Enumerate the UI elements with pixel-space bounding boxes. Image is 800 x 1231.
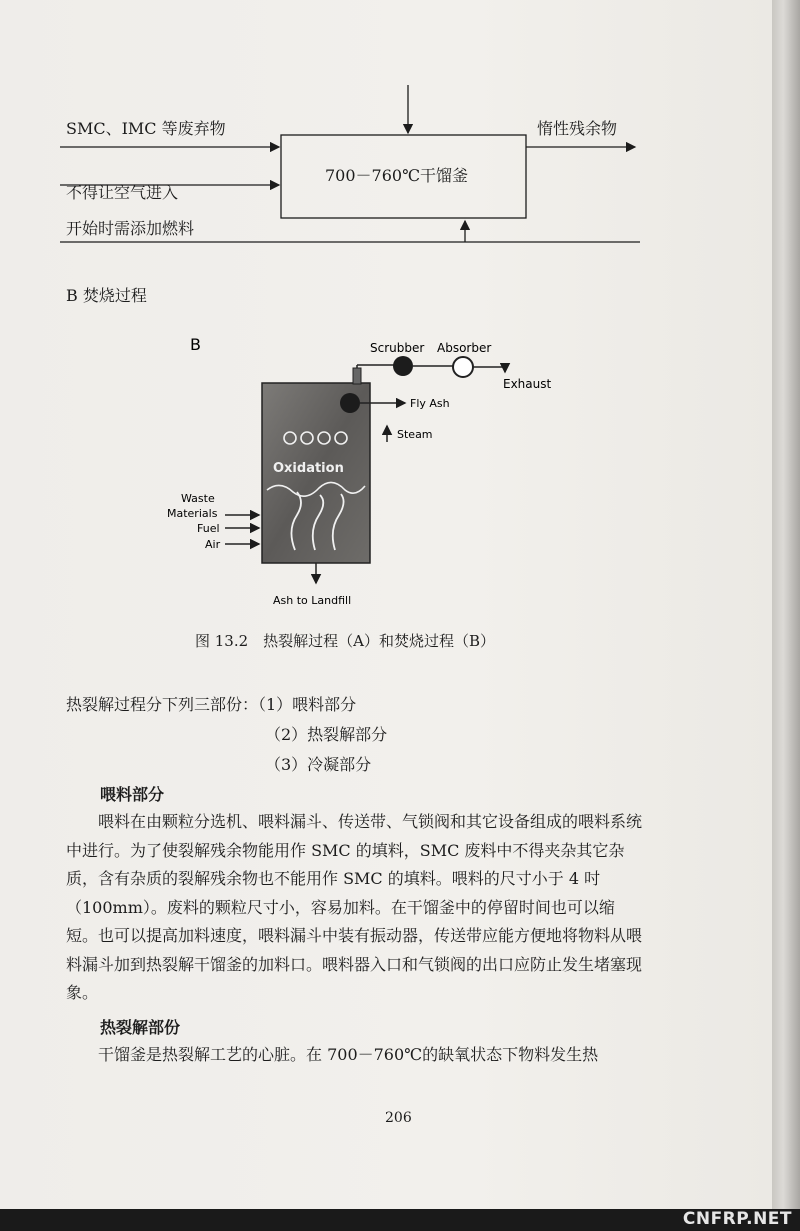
watermark: CNFRP.NET	[682, 1209, 792, 1229]
retort-label: 700－760℃干馏釜	[325, 166, 468, 185]
oxidation-label: Oxidation	[273, 461, 344, 476]
figure-caption: 图 13.2 热裂解过程（A）和焚烧过程（B）	[195, 632, 496, 650]
parts-intro: 热裂解过程分下列三部份：（1）喂料部分	[66, 695, 357, 714]
absorber-icon	[453, 357, 473, 377]
input-no-air-label: 不得让空气进入	[66, 183, 179, 202]
parts-item-2: （2）热裂解部分	[265, 725, 388, 744]
materials-label: Materials	[167, 507, 218, 520]
output-residue-label: 惰性残余物	[537, 119, 618, 138]
input-waste-label: SMC、IMC 等废弃物	[66, 119, 226, 138]
diagram-b-letter: B	[190, 335, 201, 354]
fuel-label: Fuel	[197, 522, 220, 535]
feeding-heading: 喂料部分	[100, 785, 165, 804]
parts-item-3: （3）冷凝部分	[265, 755, 372, 774]
scrubber-label: Scrubber	[370, 341, 425, 355]
waste-label: Waste	[181, 492, 215, 505]
ash-to-landfill-label: Ash to Landfill	[273, 594, 352, 607]
air-label: Air	[205, 538, 221, 551]
feeding-section	[66, 808, 646, 1008]
pyrolysis-heading: 热裂解部份	[100, 1018, 181, 1037]
absorber-label: Absorber	[437, 341, 492, 355]
bottom-bar	[0, 1209, 800, 1231]
input-fuel-label: 开始时需添加燃料	[66, 219, 195, 238]
feeding-paragraph: 喂料在由颗粒分选机、喂料漏斗、传送带、气锁阀和其它设备组成的喂料系统中进行。为了使裂解残余物能用作 SMC 的填料，SMC 废料中不得夹杂其它杂质，含有杂质的裂解残余物也不能用作 SMC 的填料。喂料的尺寸小于 4 吋（100mm）。废料的颗粒尺寸小，容易加料。在干馏釜中的停留时间也可以缩短。也可以提高加料速度，喂料漏斗中装有振动器，传送带应能方便地将物料从喂料漏斗加到热裂解干馏釜的加料口。喂料器入口和气锁阀的出口应防止发生堵塞现象。	[66, 812, 643, 1002]
fly-ash-collector-icon	[340, 393, 360, 413]
fly-ash-label: Fly Ash	[410, 397, 450, 410]
page-number: 206	[385, 1110, 412, 1126]
scrubber-icon	[393, 356, 413, 376]
incineration-diagram	[165, 330, 585, 620]
page-edge	[772, 0, 800, 1231]
stack	[353, 368, 361, 384]
pyrolysis-paragraph: 干馏釜是热裂解工艺的心脏。在 700－760℃的缺氧状态下物料发生热	[98, 1045, 599, 1064]
pyrolysis-section	[66, 1041, 646, 1070]
steam-label: Steam	[397, 428, 433, 441]
exhaust-label: Exhaust	[503, 377, 552, 391]
section-b-heading: B 焚烧过程	[66, 286, 147, 305]
